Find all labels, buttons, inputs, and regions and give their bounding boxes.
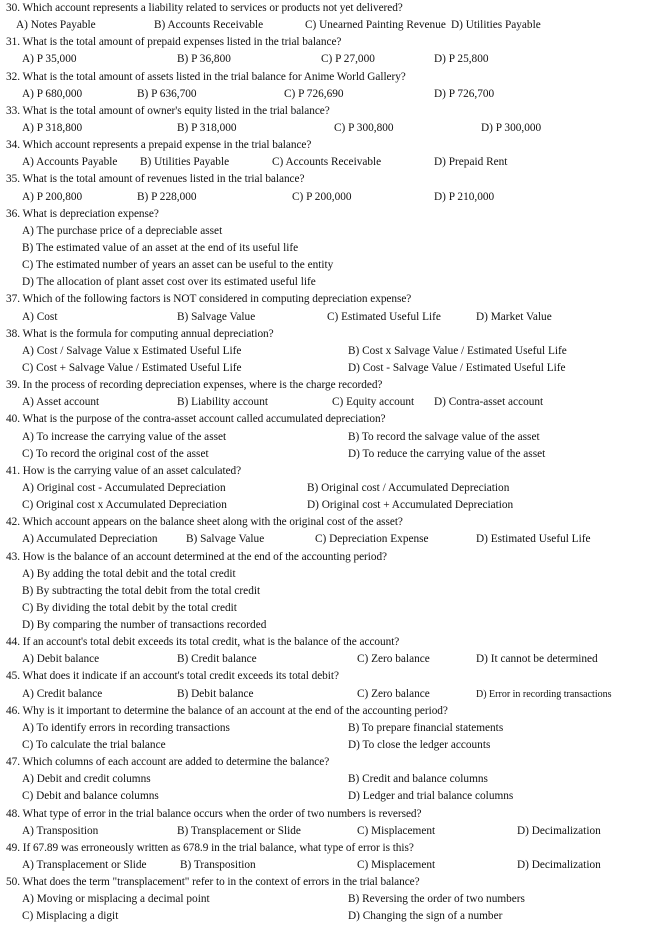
question-38 — [0, 326, 667, 343]
option-d: D) Contra-asset account — [434, 396, 544, 409]
question-text: 33. What is the total amount of owner's equity listed in the trial balance? — [6, 104, 330, 117]
options-row — [0, 737, 667, 754]
option-b: B) Liability account — [177, 396, 268, 409]
option-a: A) P 680,000 — [22, 87, 83, 100]
options-row — [0, 823, 667, 840]
option-c: C) P 300,800 — [334, 121, 394, 134]
option-a: A) By adding the total debit and the total credit — [22, 567, 236, 580]
option-c: C) P 726,690 — [284, 87, 344, 100]
options-row — [0, 686, 667, 703]
option-b: B) Original cost / Accumulated Depreciation — [307, 481, 510, 494]
question-45 — [0, 668, 667, 685]
option-b: B) P 36,800 — [177, 53, 231, 66]
question-text: 49. If 67.89 was erroneously written as 678.9 in the trial balance, what type of error is this? — [6, 841, 414, 854]
option-b: B) By subtracting the total debit from the total credit — [22, 584, 261, 597]
options-row — [0, 446, 667, 463]
option-a: A) Asset account — [22, 396, 100, 409]
option-b: B) To record the salvage value of the asset — [348, 430, 540, 443]
options-row — [0, 51, 667, 68]
option-b: B) Salvage Value — [186, 533, 265, 546]
option-b: B) Cost x Salvage Value / Estimated Useful Life — [348, 344, 567, 357]
option-b: B) To prepare financial statements — [348, 721, 504, 734]
question-41 — [0, 463, 667, 480]
options-row — [0, 600, 667, 617]
question-47 — [0, 754, 667, 771]
option-a: A) Transplacement or Slide — [22, 859, 147, 872]
option-a: A) Transposition — [22, 824, 99, 837]
options-row — [0, 309, 667, 326]
option-b: B) Salvage Value — [177, 310, 256, 323]
option-c: C) Equity account — [332, 396, 415, 409]
options-row — [0, 771, 667, 788]
option-a: A) Notes Payable — [16, 19, 96, 32]
option-b: B) The estimated value of an asset at the end of its useful life — [22, 241, 299, 254]
option-a: A) The purchase price of a depreciable asset — [22, 224, 223, 237]
options-row — [0, 274, 667, 291]
option-d: D) Decimalization — [517, 859, 601, 872]
option-a: A) Debit balance — [22, 653, 100, 666]
options-row — [0, 617, 667, 634]
options-row — [0, 566, 667, 583]
option-c: C) Cost + Salvage Value / Estimated Useful Life — [22, 361, 242, 374]
option-c: C) Depreciation Expense — [315, 533, 429, 546]
options-row — [0, 240, 667, 257]
question-32 — [0, 69, 667, 86]
question-text: 31. What is the total amount of prepaid expenses listed in the trial balance? — [6, 36, 342, 49]
option-a: A) To identify errors in recording transactions — [22, 721, 230, 734]
options-row — [0, 531, 667, 548]
question-text: 32. What is the total amount of assets listed in the trial balance for Anime World Gallery? — [6, 70, 406, 83]
option-c: C) Misplacement — [357, 859, 436, 872]
question-43 — [0, 549, 667, 566]
option-d: D) Market Value — [476, 310, 552, 323]
question-50 — [0, 874, 667, 891]
question-33 — [0, 103, 667, 120]
question-35 — [0, 171, 667, 188]
options-row — [0, 120, 667, 137]
option-b: B) Utilities Payable — [140, 156, 230, 169]
option-d: D) Changing the sign of a number — [348, 910, 503, 923]
question-text: 38. What is the formula for computing annual depreciation? — [6, 327, 274, 340]
question-34 — [0, 137, 667, 154]
option-d: D) Utilities Payable — [451, 19, 541, 32]
options-row — [0, 720, 667, 737]
options-row — [0, 223, 667, 240]
question-text: 48. What type of error in the trial balance occurs when the order of two numbers is reversed? — [6, 807, 422, 820]
option-c: C) The estimated number of years an asset can be useful to the entity — [22, 259, 334, 272]
option-c: C) To calculate the trial balance — [22, 739, 166, 752]
options-row — [0, 189, 667, 206]
question-37 — [0, 291, 667, 308]
option-a: A) Cost — [22, 310, 58, 323]
option-c: C) Accounts Receivable — [272, 156, 382, 169]
options-row — [0, 394, 667, 411]
option-d: D) To close the ledger accounts — [348, 739, 491, 752]
option-d: D) By comparing the number of transactions recorded — [22, 619, 267, 632]
options-row — [0, 908, 667, 925]
question-text: 39. In the process of recording depreciation expenses, where is the charge recorded? — [6, 379, 383, 392]
option-a: A) Accumulated Depreciation — [22, 533, 158, 546]
option-d: D) Original cost + Accumulated Depreciation — [307, 499, 514, 512]
options-row — [0, 891, 667, 908]
option-a: A) P 318,800 — [22, 121, 83, 134]
option-d: D) To reduce the carrying value of the asset — [348, 447, 546, 460]
option-b: B) Transposition — [180, 859, 256, 872]
option-b: B) Credit and balance columns — [348, 773, 488, 786]
question-text: 34. Which account represents a prepaid expense in the trial balance? — [6, 139, 312, 152]
question-text: 36. What is depreciation expense? — [6, 207, 159, 220]
option-a: A) Credit balance — [22, 687, 103, 700]
question-text: 40. What is the purpose of the contra-asset account called accumulated depreciation? — [6, 413, 386, 426]
option-c: C) Zero balance — [357, 687, 430, 700]
option-a: A) Debit and credit columns — [22, 773, 151, 786]
option-b: B) P 636,700 — [137, 87, 197, 100]
option-c: C) To record the original cost of the asset — [22, 447, 209, 460]
options-row — [0, 480, 667, 497]
option-c: C) By dividing the total debit by the total credit — [22, 601, 237, 614]
option-b: B) P 318,000 — [177, 121, 237, 134]
option-a: A) P 35,000 — [22, 53, 77, 66]
options-row — [0, 257, 667, 274]
option-d: D) Cost - Salvage Value / Estimated Useful Life — [348, 361, 566, 374]
question-text: 35. What is the total amount of revenues listed in the trial balance? — [6, 173, 305, 186]
options-row — [0, 86, 667, 103]
option-d: D) P 25,800 — [434, 53, 489, 66]
question-44 — [0, 634, 667, 651]
option-c: C) Estimated Useful Life — [327, 310, 441, 323]
options-row — [0, 497, 667, 514]
option-a: A) Moving or misplacing a decimal point — [22, 893, 210, 906]
question-text: 46. Why is it important to determine the balance of an account at the end of the accounting period? — [6, 704, 448, 717]
options-row — [0, 651, 667, 668]
question-text: 30. Which account represents a liability related to services or products not yet delivered? — [6, 2, 403, 14]
option-c: C) Unearned Painting Revenue — [305, 19, 446, 32]
option-c: C) Misplacing a digit — [22, 910, 119, 923]
option-d: D) P 210,000 — [434, 190, 495, 203]
option-c: C) P 200,000 — [292, 190, 352, 203]
options-row — [0, 360, 667, 377]
question-49 — [0, 840, 667, 857]
option-c: C) Misplacement — [357, 824, 436, 837]
question-text: 50. What does the term "transplacement" refer to in the context of errors in the trial balance? — [6, 876, 420, 889]
question-text: 45. What does it indicate if an account's total credit exceeds its total debit? — [6, 670, 339, 683]
option-b: B) Credit balance — [177, 653, 257, 666]
option-c: C) P 27,000 — [321, 53, 375, 66]
question-42 — [0, 514, 667, 531]
question-text: 37. Which of the following factors is NOT considered in computing depreciation expense? — [6, 293, 412, 306]
option-d: D) Ledger and trial balance columns — [348, 790, 514, 803]
option-a: A) Cost / Salvage Value x Estimated Useful Life — [22, 344, 242, 357]
option-d: D) P 726,700 — [434, 87, 495, 100]
question-40 — [0, 411, 667, 428]
option-d: D) Estimated Useful Life — [476, 533, 591, 546]
option-c: C) Zero balance — [357, 653, 430, 666]
options-row — [0, 429, 667, 446]
option-a: A) Accounts Payable — [22, 156, 118, 169]
question-text: 47. Which columns of each account are added to determine the balance? — [6, 756, 330, 769]
options-row — [0, 857, 667, 874]
option-b: B) Accounts Receivable — [154, 19, 264, 32]
options-row — [0, 17, 667, 34]
question-31 — [0, 34, 667, 51]
option-d: D) The allocation of plant asset cost over its estimated useful life — [22, 276, 316, 289]
options-row — [0, 343, 667, 360]
option-d: D) Error in recording transactions — [476, 688, 612, 700]
options-row — [0, 788, 667, 805]
question-48 — [0, 806, 667, 823]
question-36 — [0, 206, 667, 223]
question-text: 43. How is the balance of an account determined at the end of the accounting period? — [6, 550, 388, 563]
option-a: A) To increase the carrying value of the asset — [22, 430, 227, 443]
option-a: A) Original cost - Accumulated Depreciation — [22, 481, 226, 494]
option-b: B) Debit balance — [177, 687, 254, 700]
option-d: D) It cannot be determined — [476, 653, 598, 666]
option-d: D) Prepaid Rent — [434, 156, 508, 169]
question-46 — [0, 703, 667, 720]
option-b: B) Reversing the order of two numbers — [348, 893, 525, 906]
options-row — [0, 154, 667, 171]
option-b: B) P 228,000 — [137, 190, 197, 203]
option-d: D) P 300,000 — [481, 121, 542, 134]
question-text: 42. Which account appears on the balance sheet along with the original cost of the asset? — [6, 516, 403, 529]
question-text: 41. How is the carrying value of an asset calculated? — [6, 464, 242, 477]
option-b: B) Transplacement or Slide — [177, 824, 301, 837]
question-text: 44. If an account's total debit exceeds its total credit, what is the balance of the account? — [6, 636, 400, 649]
option-a: A) P 200,800 — [22, 190, 83, 203]
option-c: C) Original cost x Accumulated Depreciation — [22, 499, 227, 512]
options-row — [0, 583, 667, 600]
question-39 — [0, 377, 667, 394]
question-30 — [0, 0, 667, 17]
option-d: D) Decimalization — [517, 824, 601, 837]
option-c: C) Debit and balance columns — [22, 790, 159, 803]
